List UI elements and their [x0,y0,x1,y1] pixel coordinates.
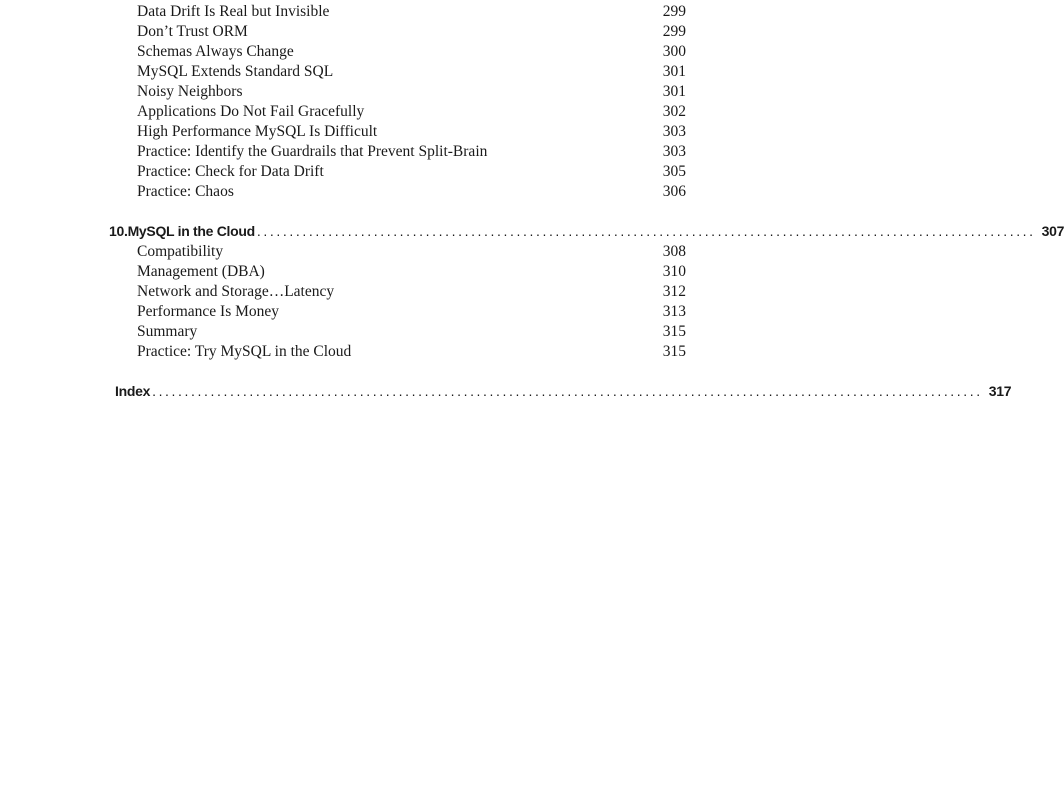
toc-entry-page: 310 [662,263,686,280]
toc-entry [137,262,686,282]
toc-entry [137,2,686,22]
toc-entry [137,142,686,162]
dot-leader: ................................................................................................................................ [152,383,983,399]
toc-entry-title: Practice: Check for Data Drift [137,163,324,180]
chapter-title: MySQL in the Cloud [127,223,255,239]
toc-entry-page: 300 [662,43,686,60]
toc-entry [137,182,686,202]
toc-entry-page: 313 [662,303,686,320]
toc-entry-page: 299 [662,3,686,20]
toc-entry-title: Performance Is Money [137,303,280,320]
toc-entry-page: 303 [662,143,686,160]
toc-entry [137,82,686,102]
toc-entry [137,242,686,262]
toc-entry-page: 301 [662,63,686,80]
toc-entry [137,162,686,182]
toc-entry-title: Summary [137,323,198,340]
toc-entry [137,282,686,302]
toc-entry-page: 306 [662,183,686,200]
toc-entry-page: 305 [662,163,686,180]
index-title: Index [115,383,151,399]
toc-entry-page: 299 [662,23,686,40]
toc-entry-title: Practice: Try MySQL in the Cloud [137,343,352,360]
toc-index-heading [115,380,1012,402]
toc-entry-page: 308 [662,243,686,260]
toc-entry [137,122,686,142]
toc-entry-title: Noisy Neighbors [137,83,243,100]
index-page: 317 [988,383,1012,399]
toc-entry-title: High Performance MySQL Is Difficult [137,123,378,140]
toc-entry-page: 315 [662,323,686,340]
toc-entry-page: 315 [662,343,686,360]
toc-entry-page: 312 [662,283,686,300]
toc-entry-title: Schemas Always Change [137,43,294,60]
toc-entry [137,342,686,362]
toc-entry-title: Data Drift Is Real but Invisible [137,3,330,20]
dot-leader: ........................................................................................................................ [256,223,1036,239]
toc-entry [137,322,686,342]
toc-entry [137,302,686,322]
toc-entry [137,102,686,122]
toc-entry [137,22,686,42]
toc-entry-title: MySQL Extends Standard SQL [137,63,334,80]
toc-entry [137,42,686,62]
toc-entry-page: 303 [662,123,686,140]
toc-entry [137,62,686,82]
toc-entry-title: Network and Storage…Latency [137,283,335,300]
toc-entry-title: Don’t Trust ORM [137,23,248,40]
toc-chapter-heading [109,220,1064,242]
chapter-number: 10. [109,223,128,239]
chapter-page: 307 [1041,223,1064,239]
toc-entry-title: Applications Do Not Fail Gracefully [137,103,365,120]
toc-entry-title: Management (DBA) [137,263,265,280]
toc-entry-title: Practice: Chaos [137,183,234,200]
toc-entry-page: 301 [662,83,686,100]
toc-entry-page: 302 [662,103,686,120]
toc-entry-title: Practice: Identify the Guardrails that Prevent Split-Brain [137,143,488,160]
toc-entry-title: Compatibility [137,243,224,260]
